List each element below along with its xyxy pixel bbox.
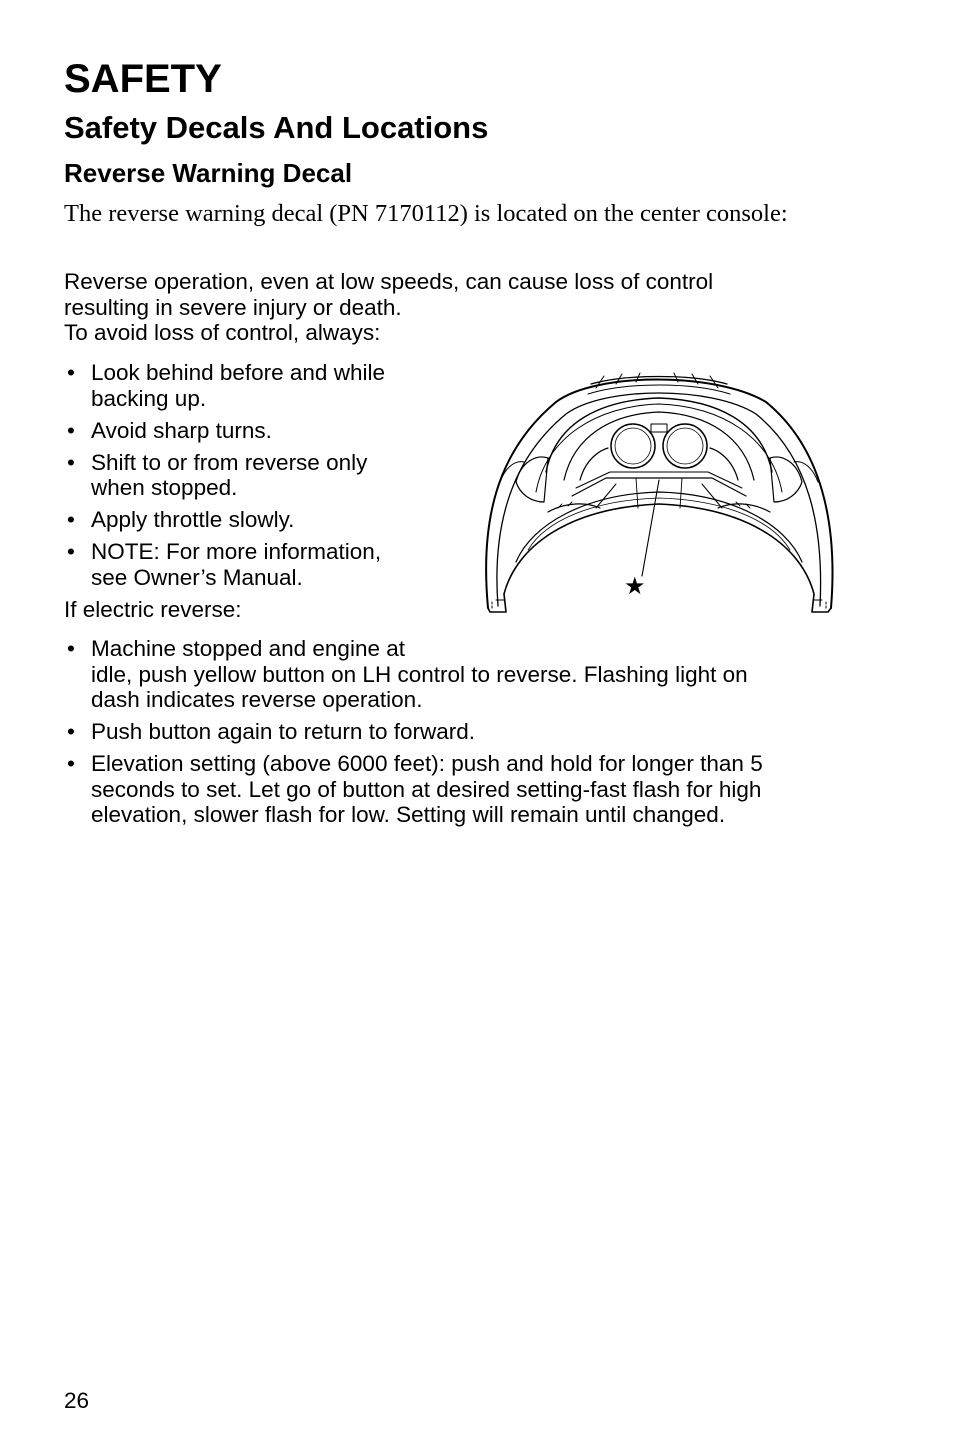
page-number: 26 bbox=[64, 1388, 90, 1413]
list-item: • Look behind before and while backing up. bbox=[64, 360, 444, 411]
list-item: • Machine stopped and engine at idle, push yellow button on LH control to reverse. Flashing light on dash indicates reverse operation. bbox=[64, 636, 894, 713]
precautions-list bbox=[64, 360, 444, 597]
electric-reverse-list bbox=[64, 636, 894, 834]
list-item: • Shift to or from reverse only when stopped. bbox=[64, 450, 444, 501]
warning-text bbox=[64, 269, 864, 346]
bullet-icon: • bbox=[67, 751, 75, 776]
list-item: • Apply throttle slowly. bbox=[64, 507, 444, 533]
section-heading: Safety Decals And Locations bbox=[64, 110, 489, 145]
bullet-icon: • bbox=[67, 719, 75, 744]
bullet-icon: • bbox=[67, 417, 75, 443]
electric-reverse-label: If electric reverse: bbox=[64, 597, 242, 622]
warning-line: To avoid loss of control, always: bbox=[64, 320, 381, 345]
bullet-icon: • bbox=[67, 449, 75, 475]
page-title: SAFETY bbox=[64, 57, 222, 101]
bullet-icon: • bbox=[67, 539, 75, 564]
bullet-icon: • bbox=[67, 507, 75, 532]
star-marker-icon: ★ bbox=[624, 572, 646, 600]
list-item: • NOTE: For more information, see Owner’s Manual. bbox=[64, 539, 444, 590]
console-hood-icon bbox=[476, 362, 842, 642]
list-item: • Push button again to return to forward. bbox=[64, 719, 894, 745]
console-hood-illustration bbox=[476, 362, 842, 642]
list-item: • Avoid sharp turns. bbox=[64, 418, 444, 444]
bullet-icon: • bbox=[67, 360, 75, 385]
intro-paragraph: The reverse warning decal (PN 7170112) is located on the center console: bbox=[64, 200, 788, 227]
warning-line: resulting in severe injury or death. bbox=[64, 294, 402, 320]
warning-line: Reverse operation, even at low speeds, can cause loss of control bbox=[64, 269, 714, 294]
bullet-icon: • bbox=[67, 636, 75, 661]
subsection-heading: Reverse Warning Decal bbox=[64, 158, 353, 188]
list-item: • Elevation setting (above 6000 feet): push and hold for longer than 5 seconds to set. Let go of button at desired setting-fast flash for high elevation, slower flash for low. Setting will remain until changed. bbox=[64, 751, 894, 828]
